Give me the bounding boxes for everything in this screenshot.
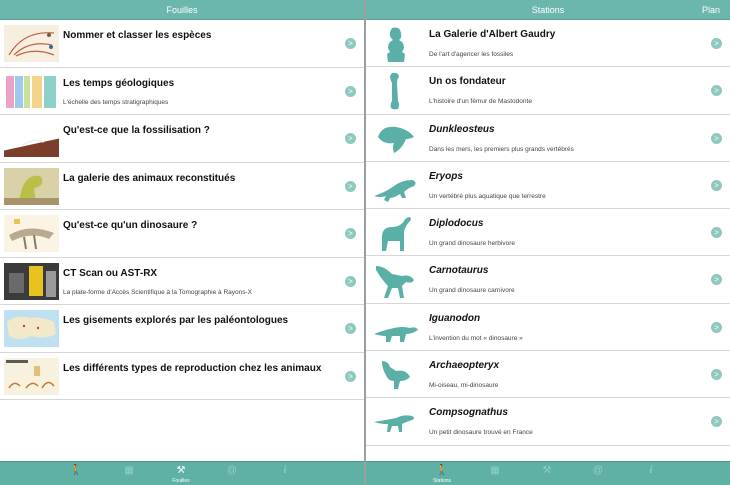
thumbnail-image <box>4 120 59 157</box>
plan-button[interactable]: Plan <box>701 5 720 15</box>
tab-spiral[interactable] <box>572 462 624 485</box>
chevron-right-icon: > <box>711 416 722 427</box>
thumbnail-image <box>4 168 59 205</box>
stations-list[interactable] <box>366 20 730 461</box>
row-subtitle: Un grand dinosaure carnivore <box>429 287 515 295</box>
thumbnail-image <box>4 73 59 110</box>
chevron-right-icon: > <box>345 86 356 97</box>
info-icon: i <box>283 465 287 476</box>
pickaxe-icon: ⚒ <box>176 465 186 476</box>
row-title: Un os fondateur <box>429 76 506 88</box>
chevron-right-icon: > <box>711 322 722 333</box>
fouilles-list[interactable] <box>0 20 364 461</box>
row-subtitle: L'échelle des temps stratigraphiques <box>63 98 169 106</box>
fouilles-pane <box>0 0 364 485</box>
chevron-right-icon: > <box>345 276 356 287</box>
list-item[interactable] <box>0 163 364 211</box>
row-subtitle: Un vertébré plus aquatique que terrestre <box>429 192 546 200</box>
chevron-right-icon: > <box>711 133 722 144</box>
book-icon: ▦ <box>490 465 500 476</box>
walker-icon: 🚶 <box>69 465 83 476</box>
chevron-right-icon: > <box>711 38 722 49</box>
list-item[interactable] <box>0 115 364 163</box>
tab-spiral[interactable] <box>206 462 258 485</box>
row-subtitle: La plate-forme d'Accès Scientifique à la Tomographie à Rayons-X <box>63 288 253 296</box>
row-title: Dunkleosteus <box>429 123 495 135</box>
tab-info[interactable] <box>625 462 677 485</box>
list-item[interactable] <box>366 256 730 303</box>
row-title: Nommer et classer les espèces <box>63 30 212 41</box>
row-subtitle: Mi-oiseau, mi-dinosaure <box>429 382 499 390</box>
tab-bar <box>366 461 730 485</box>
chevron-right-icon: > <box>345 228 356 239</box>
list-item[interactable] <box>0 210 364 258</box>
fish-silhouette-icon <box>372 119 418 159</box>
list-item[interactable] <box>0 68 364 116</box>
row-title: Compsognathus <box>429 407 508 419</box>
row-title: La galerie des animaux reconstitués <box>63 172 236 184</box>
thumbnail-image <box>4 215 59 252</box>
tab-fouilles[interactable]: ⚒ Fouilles <box>155 462 207 485</box>
row-title: Les différents types de reproduction chez les animaux <box>63 362 322 374</box>
row-subtitle: Un petit dinosaure trouvé en France <box>429 429 533 437</box>
pickaxe-icon: ⚒ <box>542 465 552 476</box>
row-title: CT Scan ou AST-RX <box>63 267 158 279</box>
iguanodon-silhouette-icon <box>372 308 418 348</box>
tab-info[interactable] <box>259 462 311 485</box>
list-item[interactable] <box>366 351 730 398</box>
row-subtitle: L'invention du mot « dinosaure » <box>429 334 523 342</box>
row-title: Eryops <box>429 170 463 182</box>
list-item[interactable] <box>366 162 730 209</box>
chevron-right-icon: > <box>345 323 356 334</box>
chevron-right-icon: > <box>345 133 356 144</box>
amphibian-silhouette-icon <box>372 166 418 206</box>
small-dino-silhouette-icon <box>372 402 418 442</box>
sauropod-silhouette-icon <box>372 213 418 253</box>
row-subtitle: De l'art d'agencer les fossiles <box>429 51 514 58</box>
chevron-right-icon: > <box>711 180 722 191</box>
spiral-icon: @ <box>592 465 604 476</box>
chevron-right-icon: > <box>345 38 356 49</box>
list-item[interactable] <box>366 304 730 351</box>
list-item[interactable] <box>0 353 364 401</box>
thumbnail-image <box>4 263 59 300</box>
navbar-title: Fouilles <box>166 5 198 15</box>
row-title: Iguanodon <box>429 312 481 324</box>
tab-book[interactable] <box>469 462 521 485</box>
list-item[interactable] <box>0 305 364 353</box>
chevron-right-icon: > <box>345 371 356 382</box>
stations-pane <box>366 0 730 485</box>
thumbnail-image <box>4 25 59 62</box>
list-item[interactable] <box>366 398 730 445</box>
list-item[interactable] <box>0 258 364 306</box>
femur-silhouette-icon <box>372 71 418 111</box>
row-title: Qu'est-ce qu'un dinosaure ? <box>63 220 198 231</box>
row-title: La Galerie d'Albert Gaudry <box>429 29 556 40</box>
list-item[interactable] <box>366 209 730 256</box>
tab-stations[interactable]: 🚶 Stations <box>416 462 468 485</box>
row-title: Diplodocus <box>429 218 484 230</box>
chevron-right-icon: > <box>711 274 722 285</box>
row-title: Archaeopteryx <box>429 360 500 372</box>
row-subtitle: Dans les mers, les premiers plus grands vertébrés <box>429 145 574 153</box>
spiral-icon: @ <box>226 465 238 476</box>
theropod-silhouette-icon <box>372 260 418 300</box>
tab-fouilles[interactable] <box>521 462 573 485</box>
row-subtitle: Un grand dinosaure herbivore <box>429 240 515 248</box>
row-title: Les temps géologiques <box>63 77 175 89</box>
chevron-right-icon: > <box>711 85 722 96</box>
row-title: Qu'est-ce que la fossilisation ? <box>63 125 210 136</box>
thumbnail-image <box>4 358 59 395</box>
tab-book[interactable] <box>103 462 155 485</box>
stations-navbar <box>366 0 730 20</box>
list-item[interactable] <box>0 20 364 68</box>
fouilles-navbar <box>0 0 364 20</box>
list-item[interactable] <box>366 67 730 114</box>
thumbnail-image <box>4 310 59 347</box>
chevron-right-icon: > <box>711 369 722 380</box>
tab-bar <box>0 461 364 485</box>
tab-walker[interactable] <box>50 462 102 485</box>
bust-silhouette-icon <box>372 24 418 64</box>
row-title: Carnotaurus <box>429 265 489 277</box>
walker-icon: 🚶 <box>435 465 449 476</box>
info-icon: i <box>649 465 653 476</box>
book-icon: ▦ <box>124 465 134 476</box>
list-item[interactable] <box>366 115 730 162</box>
list-item[interactable] <box>366 20 730 67</box>
chevron-right-icon: > <box>711 227 722 238</box>
row-subtitle: L'histoire d'un fémur de Mastodonte <box>429 98 532 106</box>
bird-silhouette-icon <box>372 355 418 395</box>
row-title: Les gisements explorés par les paléontologues <box>63 315 289 326</box>
navbar-title: Stations <box>531 5 565 15</box>
chevron-right-icon: > <box>345 181 356 192</box>
